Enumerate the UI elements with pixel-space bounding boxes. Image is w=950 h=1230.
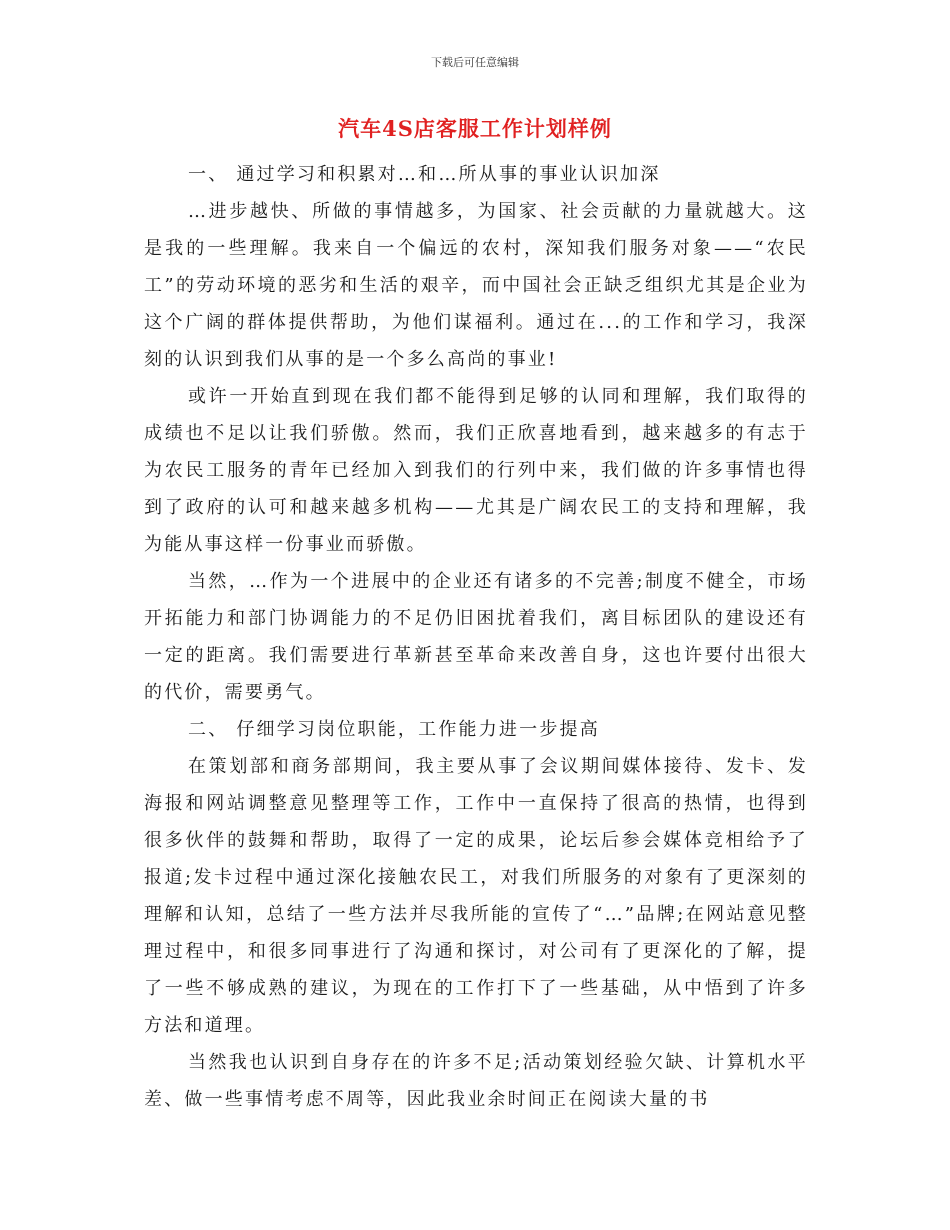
section-heading-2: 二、 仔细学习岗位职能，工作能力进一步提高 — [188, 719, 600, 740]
paragraph: 当然我也认识到自身存在的许多不足;活动策划经验欠缺、计算机水平差、做一些事情考虑不周等，因此我业余时间正在阅读大量的书 — [144, 1052, 808, 1110]
paragraph: 当然，…作为一个进展中的企业还有诸多的不完善;制度不健全，市场开拓能力和部门协调能力的不足仍旧困扰着我们，离目标团队的建设还有一定的距离。我们需要进行革新甚至革命来改善自身，这也许要付出很大的代价，需要勇气。 — [144, 571, 808, 703]
document-body — [144, 156, 808, 1118]
header-note: 下载后可任意编辑 — [431, 56, 519, 69]
paragraph: 或许一开始直到现在我们都不能得到足够的认同和理解，我们取得的成绩也不足以让我们骄傲。然而，我们正欣喜地看到，越来越多的有志于为农民工服务的青年已经加入到我们的行列中来，我们做的许多事情也得到了政府的认可和越来越多机构——尤其是广阔农民工的支持和理解，我为能从事这样一份事业而骄傲。 — [144, 386, 808, 555]
document-title: 汽车4S店客服工作计划样例 — [338, 116, 612, 141]
section-heading-1: 一、 通过学习和积累对…和…所从事的事业认识加深 — [188, 164, 661, 185]
paragraph: 在策划部和商务部期间，我主要从事了会议期间媒体接待、发卡、发海报和网站调整意见整理等工作，工作中一直保持了很高的热情，也得到很多伙伴的鼓舞和帮助，取得了一定的成果，论坛后参会媒体竞相给予了报道;发卡过程中通过深化接触农民工，对我们所服务的对象有了更深刻的理解和认知，总结了一些方法并尽我所能的宣传了“…”品牌;在网站意见整理过程中，和很多同事进行了沟通和探讨，对公司有了更深化的了解，提了一些不够成熟的建议，为现在的工作打下了一些基础，从中悟到了许多方法和道理。 — [144, 756, 808, 1036]
paragraph: …进步越快、所做的事情越多，为国家、社会贡献的力量就越大。这是我的一些理解。我来自一个偏远的农村，深知我们服务对象——“农民工”的劳动环境的恶劣和生活的艰辛，而中国社会正缺乏组织尤其是企业为这个广阔的群体提供帮助，为他们谋福利。通过在...的工作和学习，我深刻的认识到我们从事的是一个多么高尚的事业! — [144, 201, 808, 370]
